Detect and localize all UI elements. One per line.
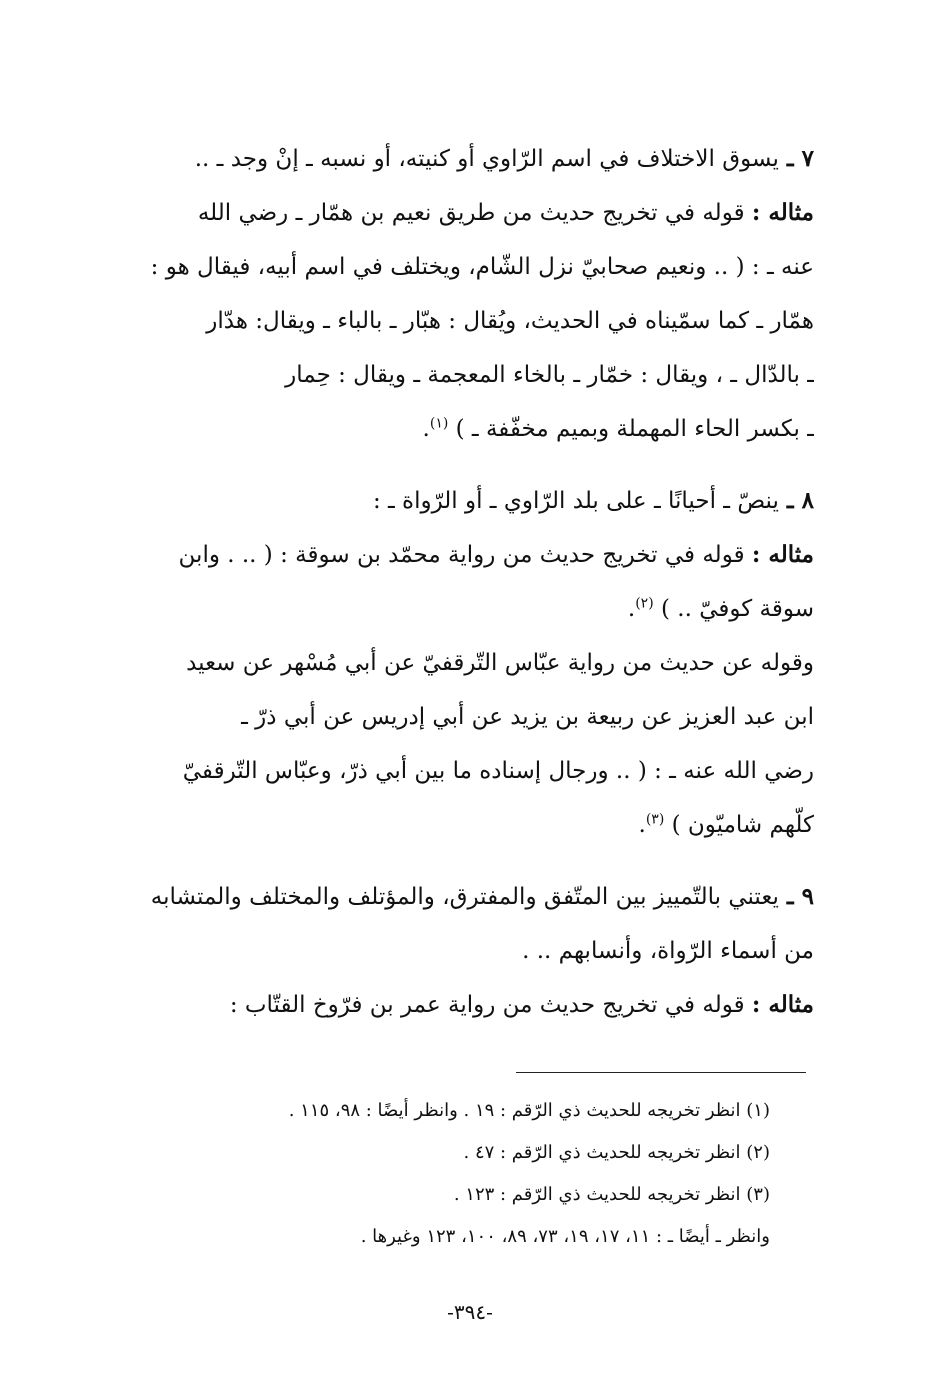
- footnote-1: (١) انظر تخريجه للحديث ذي الرّقم : ١٩ . وانظر أيضًا : ٩٨، ١١٥ .: [288, 1100, 770, 1121]
- item-9: ٩ ـ يعتني بالتّمييز بين المتّفق والمفترق، والمؤتلف والمختلف والمتشابه: [150, 883, 814, 910]
- example-8b-line: ابن عبد العزيز عن ربيعة بن يزيد عن أبي إدريس عن أبي ذرّ ـ: [241, 704, 814, 730]
- example-text: سوقة كوفيّ .. ): [660, 596, 814, 622]
- example-text: قوله في تخريج حديث من رواية عمر بن فرّوخ القتّاب :: [229, 992, 745, 1018]
- item-number: ٨: [801, 487, 814, 514]
- footnotes: [120, 1090, 770, 1258]
- example-8b-line: وقوله عن حديث من رواية عبّاس التّرقفيّ عن أبي مُسْهر عن سعيد: [186, 650, 814, 676]
- item-text: يعتني بالتّمييز بين المتّفق والمفترق، والمؤتلف والمختلف والمتشابه: [150, 884, 779, 910]
- item-text: يسوق الاختلاف في اسم الرّاوي أو كنيته، أو نسبه ـ إنْ وجد ـ ..: [194, 146, 779, 172]
- footnote-ref[interactable]: (٢): [635, 595, 654, 612]
- example-text: ـ بكسر الحاء المهملة وبميم مخفّفة ـ ): [455, 416, 814, 442]
- example-7-line: همّار ـ كما سمّيناه في الحديث، ويُقال : هبّار ـ بالباء ـ ويقال: هدّار: [206, 308, 814, 334]
- footnote-extra: وانظر ـ أيضًا ـ : ١١، ١٧، ١٩، ٧٣، ٨٩، ١٠٠، ١٢٣ وغيرها .: [360, 1226, 770, 1247]
- example-8b-line: رضي الله عنه ـ : ( .. ورجال إسناده ما بين أبي ذرّ، وعبّاس التّرقفيّ: [182, 758, 814, 784]
- example-text: قوله في تخريج حديث من طريق نعيم بن همّار ـ رضي الله: [197, 200, 745, 226]
- example-8-line: سوقة كوفيّ .. ) $^{(٢)}$.: [627, 595, 814, 622]
- footnote-separator: [516, 1072, 806, 1073]
- item-8: ٨ ـ ينصّ ـ أحيانًا ـ على بلد الرّاوي ـ أو الرّواة ـ :: [372, 487, 814, 514]
- item-9-continued: من أسماء الرّواة، وأنسابهم .. .: [522, 938, 814, 964]
- example-7-line: ـ بالدّال ـ ، ويقال : خمّار ـ بالخاء المعجمة ـ ويقال : حِمار: [285, 362, 814, 388]
- example-8-line: [96, 528, 814, 582]
- item-text: ينصّ ـ أحيانًا ـ على بلد الرّاوي ـ أو الرّواة ـ :: [372, 488, 779, 514]
- main-text: [96, 132, 814, 1032]
- footnote-ref[interactable]: (٣): [645, 811, 665, 828]
- example-8b-line: كلّهم شاميّون ) $^{(٣)}$.: [638, 811, 814, 838]
- example-label: مثاله :: [751, 199, 814, 226]
- item-number: ٩: [801, 883, 814, 910]
- footnote-ref[interactable]: (١): [429, 415, 449, 432]
- example-9-line: [96, 978, 814, 1032]
- item-number: ٧: [801, 145, 814, 172]
- example-label: مثاله :: [751, 991, 814, 1018]
- example-7-line: [96, 186, 814, 240]
- footnote-2: (٢) انظر تخريجه للحديث ذي الرّقم : ٤٧ .: [463, 1142, 770, 1163]
- example-label: مثاله :: [751, 541, 814, 568]
- example-7-line: ـ بكسر الحاء المهملة وبميم مخفّفة ـ ) $^{(١)}$.: [422, 415, 814, 442]
- footnote-3: (٣) انظر تخريجه للحديث ذي الرّقم : ١٢٣ .: [453, 1184, 770, 1205]
- page-number: -٣٩٤-: [447, 1300, 493, 1324]
- example-text: كلّهم شاميّون ): [671, 812, 814, 838]
- item-7: ٧ ـ يسوق الاختلاف في اسم الرّاوي أو كنيته، أو نسبه ـ إنْ وجد ـ ..: [194, 145, 814, 172]
- example-7-line: عنه ـ : ( .. ونعيم صحابيّ نزل الشّام، ويختلف في اسم أبيه، فيقال هو :: [150, 254, 814, 280]
- example-text: قوله في تخريج حديث من رواية محمّد بن سوقة : ( .. . وابن: [178, 542, 745, 568]
